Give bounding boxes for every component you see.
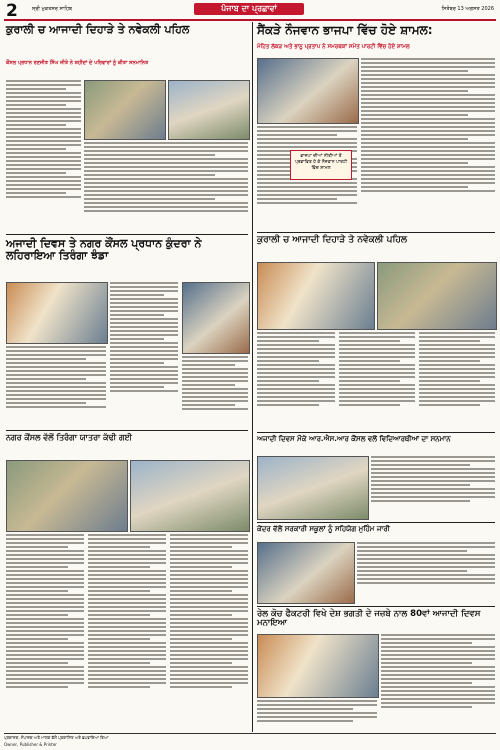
imprint-line-1: ਪ੍ਰਕਾਸ਼ਕ, ਸੰਪਾਦਕ ਅਤੇ ਮਾਲਕ ਵੱਲੋਂ ਪ੍ਰਕਾਸ਼ਿਤ ਅਤੇ ਛਪਵਾਇਆ ਗਿਆ — [4, 735, 109, 740]
article-2-headline: ਅਜਾਦੀ ਦਿਵਸ ਤੇ ਨਗਰ ਕੌਂਸਲ ਪ੍ਰਧਾਨ ਕੁੰਦਰਾ ਨੇ ਲਹਿਰਾਇਆ ਤਿਰੰਗਾ ਝੰਡਾ — [6, 237, 202, 262]
lead-subhead: ਮੋਹਿਤ ਲੱਕੜ ਅਤੇ ਭਾਨੂ ਪ੍ਰਤਾਪ ਨੇ ਸਮਰਥਕਾਂ ਸਮੇਤ ਪਾਰਟੀ ਵਿੱਚ ਹੋਏ ਸ਼ਾਮਲ — [257, 44, 410, 50]
column-divider — [252, 22, 253, 732]
masthead-date: ਸਿਤੰਬਰ 13 ਅਗਸਤ 2026 — [441, 6, 494, 12]
article-3-headline: ਕੁਰਾਲੀ ਚ ਆਜਾਦੀ ਦਿਹਾੜੇ ਤੇ ਨਵੇਕਲੀ ਪਹਿਲ — [257, 235, 407, 245]
article-5-body — [357, 542, 495, 602]
article-2-body-2 — [110, 282, 178, 426]
article-6-headline: ਰੇਲ ਕੋਚ ਫੈਕਟਰੀ ਵਿਖੇ ਦੇਸ਼ ਭਗਤੀ ਦੇ ਜਜ਼ਬੇ ਨਾਲ 80ਵਾਂ ਆਜਾਦੀ ਦਿਵਸ ਮਨਾਇਆ — [257, 609, 481, 628]
article-7-photo — [6, 460, 128, 532]
article-1-body-2 — [84, 142, 248, 230]
masthead-location: ਸ੍ਰੀ ਮੁਕਤਸਰ ਸਾਹਿਬ — [32, 6, 73, 12]
lead-photo — [257, 58, 359, 124]
mid-callout-box: ਭਾਜਪਾ ਦੀਆਂ ਨੀਤੀਆਂ ਤੋਂ ਪ੍ਰਭਾਵਿਤ ਹੋ ਕੇ ਨੌਜਵਾਨ ਪਾਰਟੀ ਵਿੱਚ ਸ਼ਾਮਲ — [290, 150, 352, 180]
section-divider — [257, 606, 495, 607]
article-6-body — [381, 634, 495, 730]
article-4-photo — [257, 456, 369, 520]
article-4-headline: ਅਜਾਦੀ ਦਿਵਸ ਮੌਕੇ ਆਰ.ਐਸ.ਆਰ ਕੌਂਸਲ ਵਲੋਂ ਵਿਦਿਆਰਥੀਆਂ ਦਾ ਸਨਮਾਨ — [257, 435, 451, 443]
article-3-photo — [257, 262, 375, 330]
article-3-photo-2 — [377, 262, 497, 330]
article-3-body — [257, 332, 335, 428]
article-2-body — [6, 346, 106, 426]
article-7-body-2 — [88, 534, 166, 730]
article-7-headline: ਨਗਰ ਕੌਂਸਲ ਵੱਲੋਂ ਤਿਰੰਗਾ ਯਾਤਰਾ ਕੱਢੀ ਗਈ — [6, 433, 132, 442]
page-number: 2 — [6, 1, 18, 21]
article-1-subhead: ਕੌਂਸਲ ਪ੍ਰਧਾਨ ਰਣਜੀਤ ਸਿੰਘ ਜੀਤੇ ਨੇ ਸ਼ਹੀਦਾਂ ਦੇ ਪਰਿਵਾਰਾਂ ਨੂੰ ਕੀਤਾ ਸਨਮਾਨਿਤ — [6, 60, 149, 66]
article-1-headline: ਕੁਰਾਲੀ ਚ ਆਜਾਦੀ ਦਿਹਾੜੇ ਤੇ ਨਵੇਕਲੀ ਪਹਿਲ — [6, 23, 190, 36]
article-4-body — [371, 456, 495, 518]
article-1-body — [6, 80, 81, 230]
article-3-body-2 — [339, 332, 415, 428]
section-divider — [6, 430, 248, 431]
article-1-photo — [84, 80, 166, 140]
article-7-body-3 — [170, 534, 248, 730]
article-3-body-3 — [419, 332, 495, 428]
article-2-photo-2 — [182, 282, 250, 354]
lead-headline: ਸੈਂਕੜੇ ਨੌਜਵਾਨ ਭਾਜਪਾ ਵਿੱਚ ਹੋਏ ਸ਼ਾਮਲ: — [257, 23, 433, 37]
article-6-photo — [257, 634, 379, 698]
lead-body — [361, 58, 495, 228]
section-divider — [257, 522, 495, 523]
section-divider — [257, 432, 495, 433]
article-1-photo-2 — [168, 80, 250, 140]
imprint-footer — [4, 733, 496, 748]
imprint-line-2: Owner, Publisher & Printer — [4, 742, 57, 747]
article-5-headline: ਕੇਂਦਰ ਵੱਲੋਂ ਸਰਕਾਰੀ ਸਕੂਲਾਂ ਨੂੰ ਸਹਿਯੋਗ ਮੁਹਿੰਮ ਜਾਰੀ — [257, 525, 390, 533]
newspaper-logo: ਪੰਜਾਬ ਦਾ ਪ੍ਰਛਾਵਾਂ — [194, 3, 304, 15]
article-7-body — [6, 534, 84, 730]
section-divider — [257, 232, 495, 233]
article-5-photo — [257, 542, 355, 604]
article-7-photo-2 — [130, 460, 250, 532]
article-2-body-3 — [182, 356, 248, 426]
masthead — [4, 2, 496, 21]
article-6-body-2 — [257, 700, 377, 730]
section-divider — [6, 234, 248, 235]
article-2-photo — [6, 282, 108, 344]
